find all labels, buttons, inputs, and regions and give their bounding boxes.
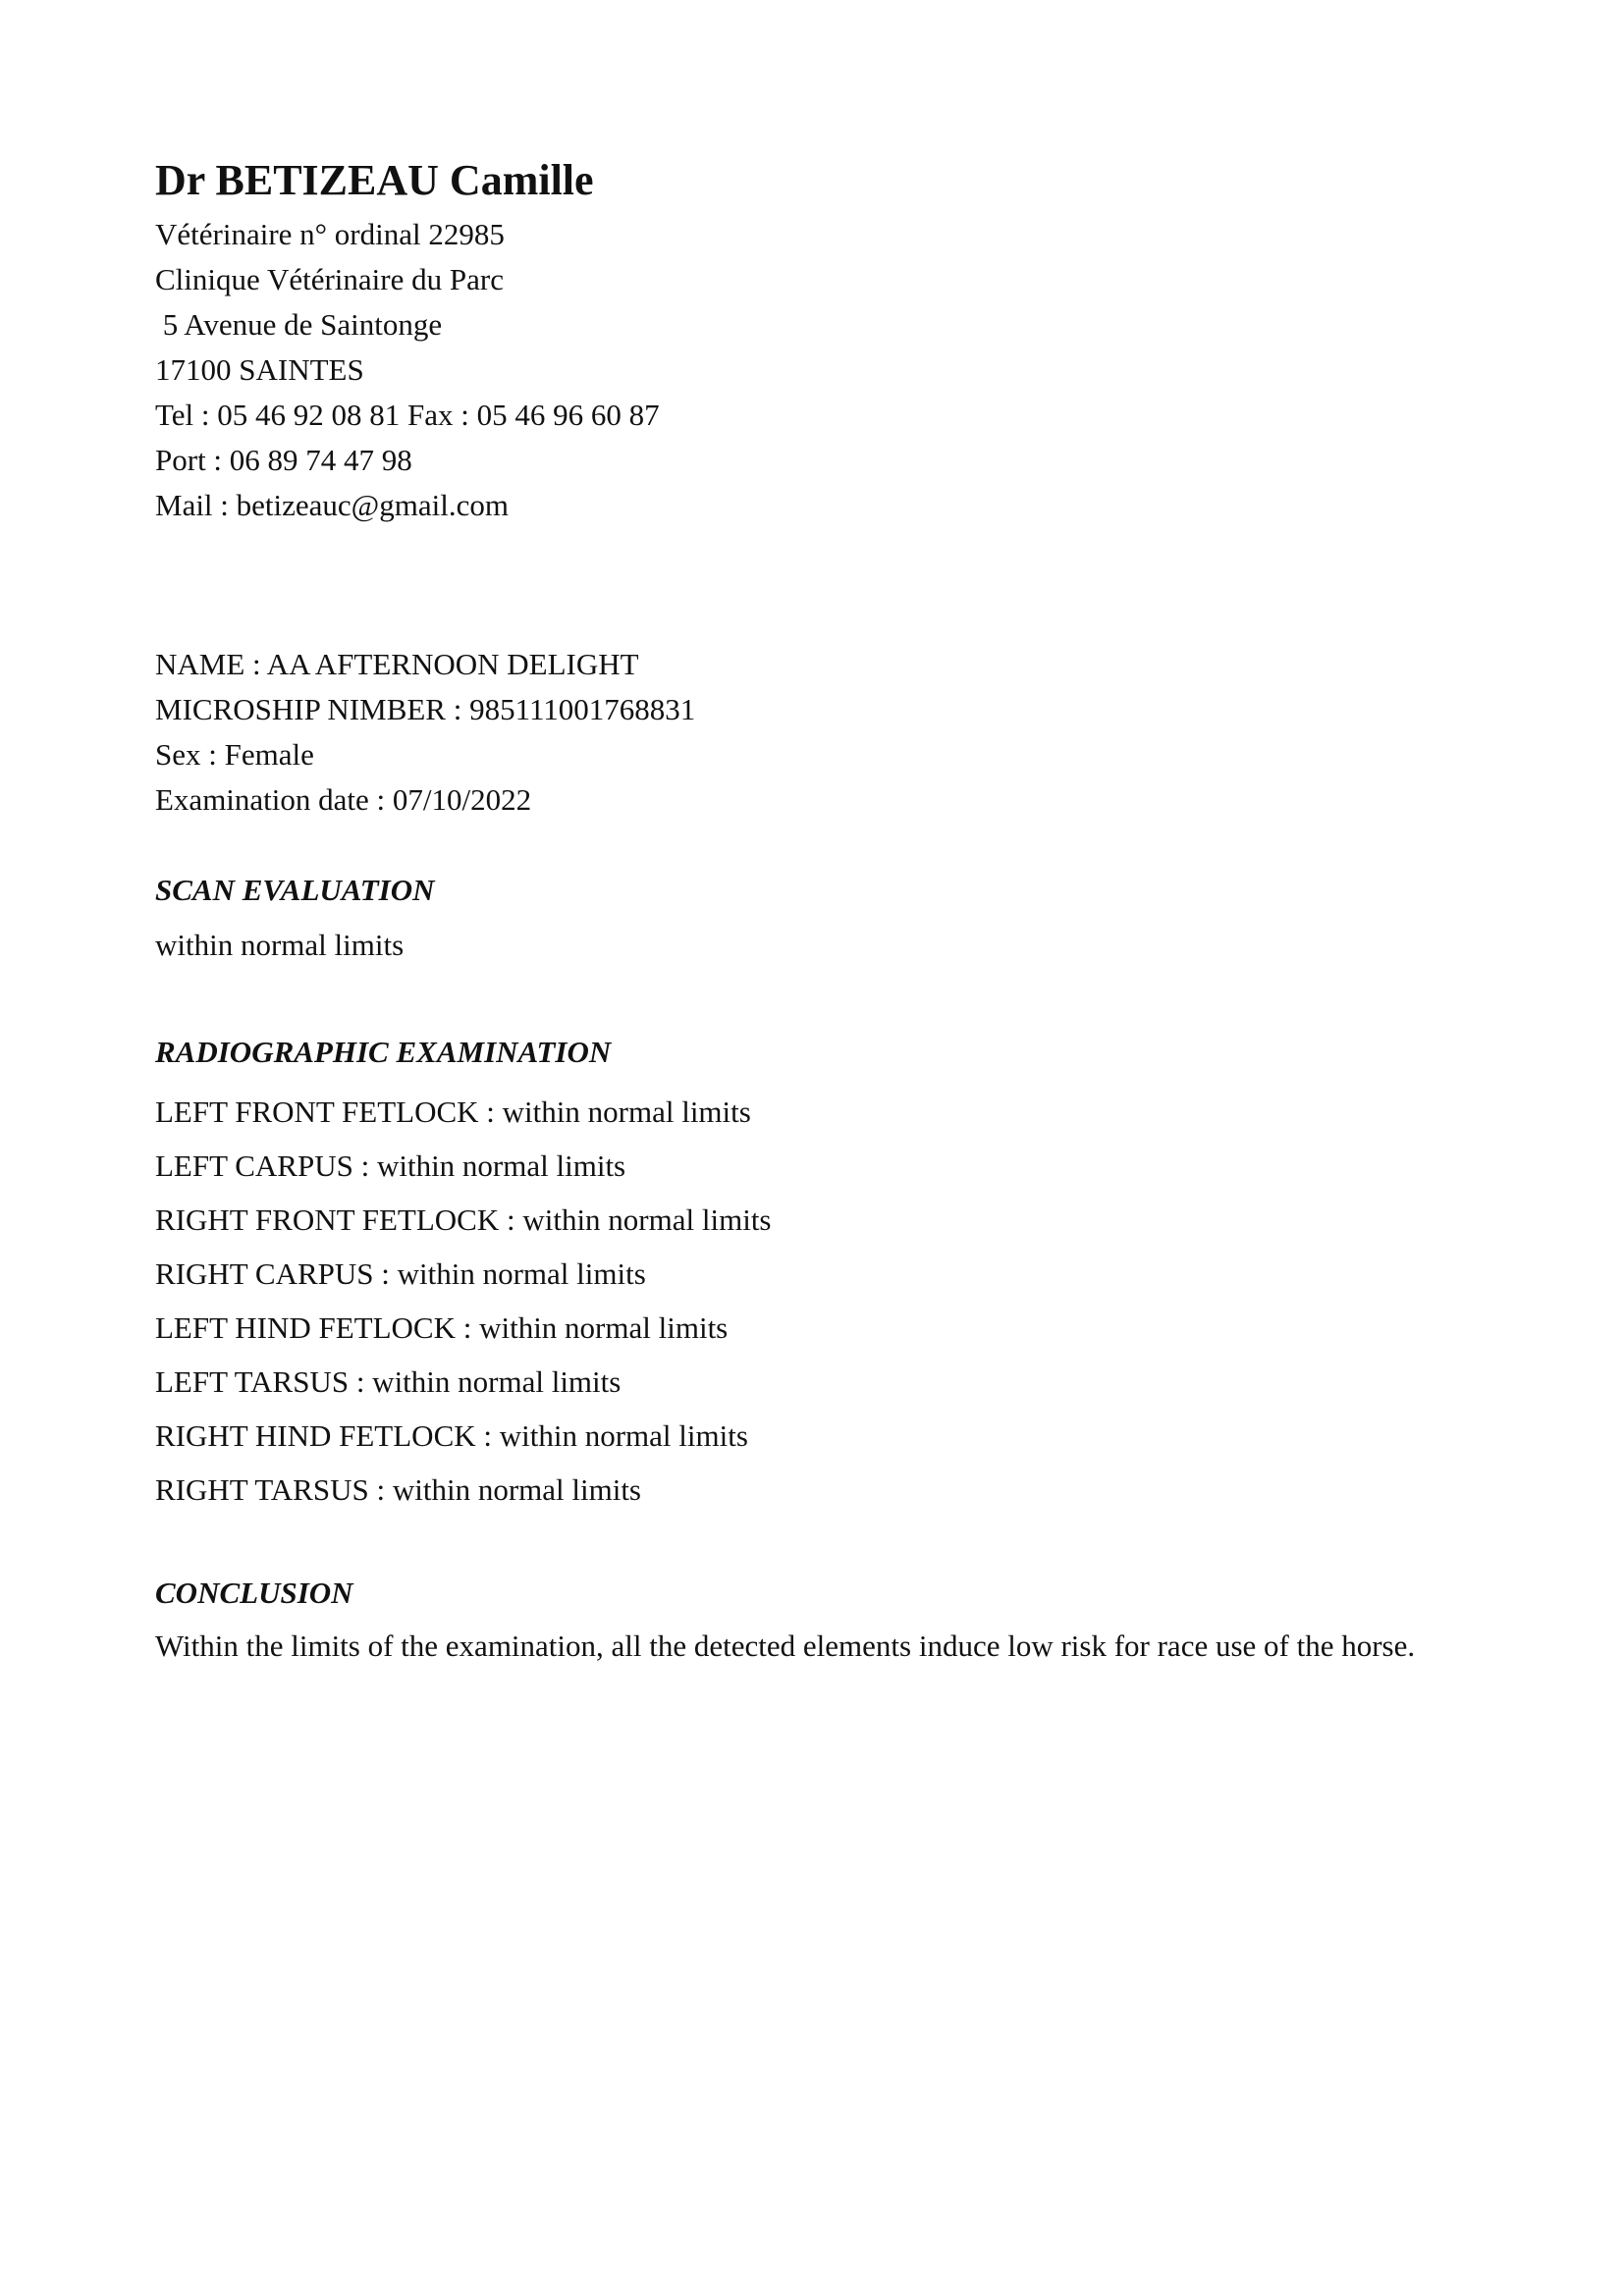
scan-evaluation-heading: SCAN EVALUATION: [155, 873, 435, 907]
contact-block: [155, 212, 660, 528]
examination-date: Examination date : 07/10/2022: [155, 782, 532, 817]
clinic-name: Clinique Vétérinaire du Parc: [155, 262, 504, 296]
radiographic-item: RIGHT CARPUS : within normal limits: [155, 1256, 646, 1291]
horse-name: NAME : AA AFTERNOON DELIGHT: [155, 647, 639, 681]
city: 17100 SAINTES: [155, 352, 364, 387]
radiographic-item: RIGHT FRONT FETLOCK : within normal limits: [155, 1202, 772, 1237]
conclusion-heading: CONCLUSION: [155, 1575, 353, 1610]
horse-sex: Sex : Female: [155, 737, 314, 772]
radiographic-item: LEFT FRONT FETLOCK : within normal limits: [155, 1095, 751, 1129]
conclusion-text: Within the limits of the examination, all the detected elements induce low risk for race use of the horse.: [155, 1629, 1416, 1663]
radiographic-item: LEFT HIND FETLOCK : within normal limits: [155, 1310, 729, 1345]
ordinal-number: Vétérinaire n° ordinal 22985: [155, 217, 505, 251]
radiographic-item: LEFT TARSUS : within normal limits: [155, 1364, 622, 1399]
radiographic-item: RIGHT HIND FETLOCK : within normal limits: [155, 1418, 748, 1453]
radiographic-item: LEFT CARPUS : within normal limits: [155, 1148, 626, 1183]
email: Mail : betizeauc@gmail.com: [155, 488, 509, 522]
phone-fax: Tel : 05 46 92 08 81 Fax : 05 46 96 60 87: [155, 398, 660, 432]
mobile-phone: Port : 06 89 74 47 98: [155, 443, 412, 477]
street-address: 5 Avenue de Saintonge: [155, 307, 443, 342]
microchip-number: MICROSHIP NIMBER : 985111001768831: [155, 692, 696, 726]
radiographic-heading: RADIOGRAPHIC EXAMINATION: [155, 1035, 612, 1069]
radiographic-item: RIGHT TARSUS : within normal limits: [155, 1472, 642, 1507]
scan-evaluation-text: within normal limits: [155, 928, 405, 962]
horse-info-block: [155, 642, 695, 823]
doctor-name: Dr BETIZEAU Camille: [155, 156, 594, 204]
radiographic-list: [155, 1085, 772, 1517]
